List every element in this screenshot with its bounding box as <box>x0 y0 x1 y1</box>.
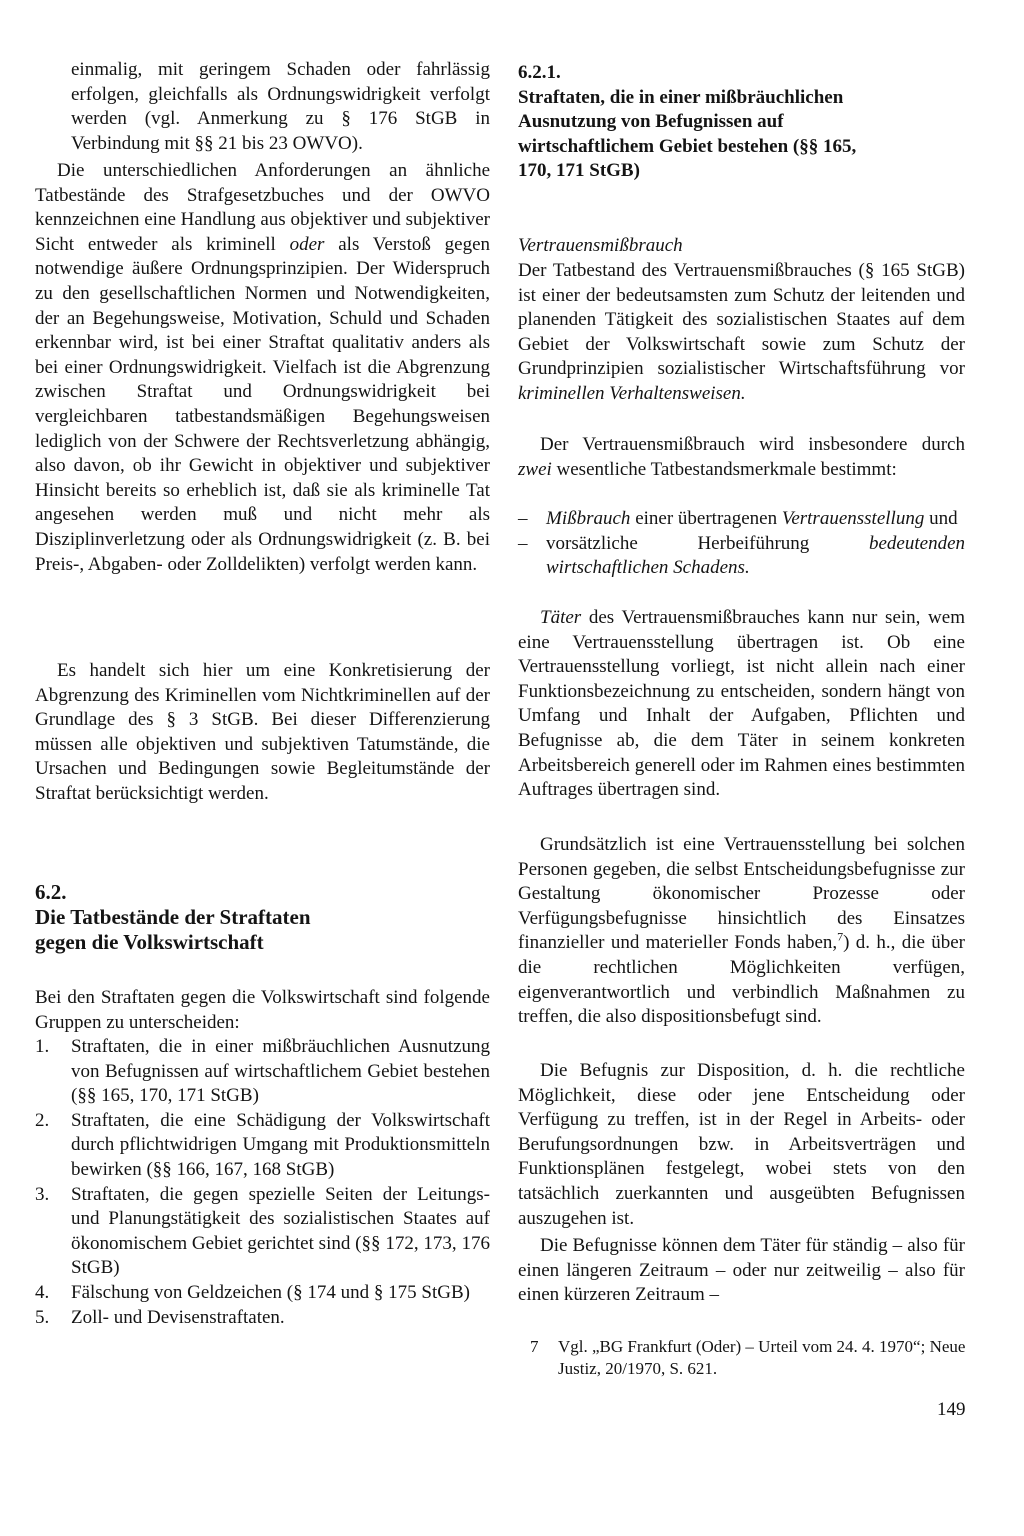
list-item <box>35 1183 490 1281</box>
paragraph-definition <box>518 259 965 407</box>
dash-marker: – <box>518 508 528 529</box>
list-item-text: vorsätzliche Herbeiführung <box>546 532 869 554</box>
list-item-text: Straftaten, die eine Schädigung der Volkswirtschaft durch pflichtwidrigen Umgang mit Produktionsmitteln bewirken (§§ 166, 167, 168 StGB) <box>71 1109 490 1180</box>
list-item-text: und <box>924 508 958 529</box>
paragraph-features-intro-part-1: Der Vertrauensmißbrauch wird insbesondere durch <box>540 434 965 455</box>
paragraph-features-intro <box>518 433 965 482</box>
paragraph-distinction <box>35 159 490 577</box>
paragraph-disposition: Die Befugnis zur Disposition, d. h. die rechtliche Möglichkeit, diese oder jene Entscheidung oder Verfügung zu treffen, ist in der Regel in Arbeits- oder Berufungsordnungen bzw. in Arbeitsverträgen und Funktionsplänen festgelegt, wobei stets von den tatsächlich zuerkannten und ausgeübten Befugnissen auszugehen ist. <box>518 1060 965 1229</box>
section-number: 6.2. <box>35 880 67 904</box>
list-item <box>518 507 965 532</box>
subsection-number: 6.2.1. <box>518 62 561 83</box>
paragraph-distinction-part-1: Die unterschiedlichen Anforderungen an ähnliche Tatbestände des Strafgesetzbuches und der OWVO kennzeichnen eine Handlung aus objektiver und subjektiver Sicht entweder als kriminell <box>35 160 490 255</box>
paragraph-definition-part-1: Der Tatbestand des Vertrauensmißbrauches (§ 165 StGB) ist einer der bedeutsamsten zum Schutz der leitenden und planenden Tätigkeit des sozialistischen Staates auf dem Gebiet der Volkswirtschaft sowie zum Schutz der Grundprinzipien sozialistischer Wirtschaftsführung vor <box>518 260 965 380</box>
list-item-number: 1. <box>35 1036 50 1057</box>
emphasis-missbrauch: Mißbrauch <box>546 508 631 529</box>
list-item-number: 4. <box>35 1281 50 1303</box>
page-number: 149 <box>937 1399 966 1420</box>
footnote <box>530 1336 970 1379</box>
section-title-line-1: Die Tatbestände der Straftaten <box>35 905 311 929</box>
emphasis-taeter: Täter <box>540 607 582 628</box>
subsection-heading <box>518 61 868 184</box>
paragraph-features-intro-part-2: wesentliche Tatbestandsmerkmale bestimmt: <box>556 458 897 480</box>
paragraph-vertrauensstellung-part-2: ) d. h., die über die rechtlichen Möglichkeiten verfügen, eigenverantwortlich und verbindlich Maßnahmen zu treffen, die also dispositionsbefugt sind. <box>518 932 965 1028</box>
list-item-text: Fälschung von Geldzeichen (§ 174 und § 175 StGB) <box>71 1281 470 1303</box>
section-heading <box>35 880 490 955</box>
section-title-line-2: gegen die Volkswirtschaft <box>35 930 264 954</box>
list-item <box>518 532 965 581</box>
list-item-text: einer übertragenen <box>630 508 782 529</box>
paragraph-concretisation: Es handelt sich hier um eine Konkretisierung der Abgrenzung des Kriminellen vom Nichtkriminellen auf der Grundlage des § 3 StGB. Bei dieser Differenzierung müssen alle objektiven und subjektiven Tatumstände, die Ursachen und Bedingungen sowie Begleitumstände der Straftat berücksichtigt werden. <box>35 660 490 804</box>
list-item-number: 3. <box>35 1183 50 1205</box>
paragraph-taeter-text: des Vertrauensmißbrauches kann nur sein, wem eine Vertrauensstellung übertragen ist. Ob eine Vertrauensstellung vorliegt, ist nicht allein nach einer Funktionsbezeichnung zu entscheiden, sondern hängt von Umfang und Inhalt der Aufgaben, Pflichten und Befugnisse ab, die dem Täter in seinem konkreten Arbeitsbereich generell oder im Rahmen eines bestimmten Auftrages übertragen sind. <box>518 607 965 801</box>
paragraph-vertrauensstellung-part-1: Grundsätzlich ist eine Vertrauensstellung bei solchen Personen gegeben, die selbst Entscheidungsbefugnisse zur Gestaltung ökonomischer Prozesse oder Verfügungsbefugnisse hinsichtlich des Einsatzes finanzieller und materieller Fonds haben, <box>518 834 965 954</box>
intro-paragraph: einmalig, mit geringem Schaden oder fahrlässig erfolgen, gleichfalls als Ordnungswidrigkeit verfolgt werden (vgl. Anmerkung zu § 176 StGB in Verbindung mit §§ 21 bis 23 OWVO). <box>71 59 490 154</box>
list-intro: Bei den Straftaten gegen die Volkswirtschaft sind folgende Gruppen zu unterscheiden: <box>35 987 490 1033</box>
footnote-text: Vgl. „BG Frankfurt (Oder) – Urteil vom 24. 4. 1970“; Neue Justiz, 20/1970, S. 621. <box>558 1337 966 1378</box>
list-item <box>35 1306 490 1331</box>
runin-heading-vertrauensmissbrauch: Vertrauensmißbrauch <box>518 235 683 256</box>
features-list <box>518 507 965 581</box>
list-item-number: 5. <box>35 1306 50 1328</box>
list-item-text: Straftaten, die gegen spezielle Seiten der Leitungs- und Planungstätigkeit des sozialistischen Staates auf ökonomischem Gebiet gerichtet sind (§§ 172, 173, 176 StGB) <box>71 1183 490 1279</box>
subsection-title: Straftaten, die in einer mißbräuchlichen Ausnutzung von Befugnissen auf wirtschaftlichem Gebiet bestehen (§§ 165, 170, 171 StGB) <box>518 86 857 182</box>
emphasis-zwei: zwei <box>518 458 552 480</box>
list-item-text: Straftaten, die in einer mißbräuchlichen Ausnutzung von Befugnissen auf wirtschaftlichem Gebiet bestehen (§§ 165, 170, 171 StGB) <box>71 1036 490 1107</box>
emphasis-oder: oder <box>289 233 325 255</box>
paragraph-befugnisse: Die Befugnisse können dem Täter für ständig – also für einen längeren Zeitraum – oder nur zeitweilig – also für einen kürzeren Zeitraum – <box>518 1235 965 1306</box>
list-item <box>35 1035 490 1109</box>
paragraph-distinction-part-2: als Verstoß gegen notwendige äußere Ordnungsprinzipien. Der Widerspruch zu den gesellschaftlichen Normen und Notwendigkeiten, der an Begehungsweise, Motivation, Schuld und Schaden erkennbar wird, ist bei einer Straftat qualitativ anders als bei einer Ordnungswidrigkeit. Vielfach ist die Abgrenzung zwischen Straftat und Ordnungswidrigkeit bei vergleichbaren tatbestandsmäßigen Begehungsweisen lediglich von der Schwere der Rechtsverletzung abhängig, also davon, ob ihr Gewicht in objektiver und subjektiver Hinsicht bereits so erheblich ist, daß sie als kriminelle Tat angesehen werden muß und nicht mehr als Disziplinverletzung oder als Ordnungswidrigkeit (z. B. bei Preis-, Abgaben- oder Zolldelikten) verfolgt werden kann. <box>35 233 491 575</box>
offence-groups-list <box>35 1035 490 1330</box>
emphasis-vertrauensstellung: Vertrauensstellung <box>781 508 925 529</box>
dash-marker: – <box>518 532 528 554</box>
list-item-text: Zoll- und Devisenstraftaten. <box>71 1306 285 1328</box>
paragraph-vertrauensstellung <box>518 833 965 1030</box>
emphasis-kriminellen-verhaltensweisen: kriminellen Verhaltensweisen. <box>518 382 746 404</box>
footnote-reference[interactable]: 7 <box>837 930 844 945</box>
footnote-number: 7 <box>530 1337 539 1356</box>
paragraph-taeter <box>518 606 965 803</box>
emphasis-bedeutenden-schadens: bedeutenden wirtschaftlichen Schadens. <box>546 532 965 579</box>
list-item <box>35 1281 490 1306</box>
list-item <box>35 1109 490 1183</box>
list-item-number: 2. <box>35 1109 50 1131</box>
